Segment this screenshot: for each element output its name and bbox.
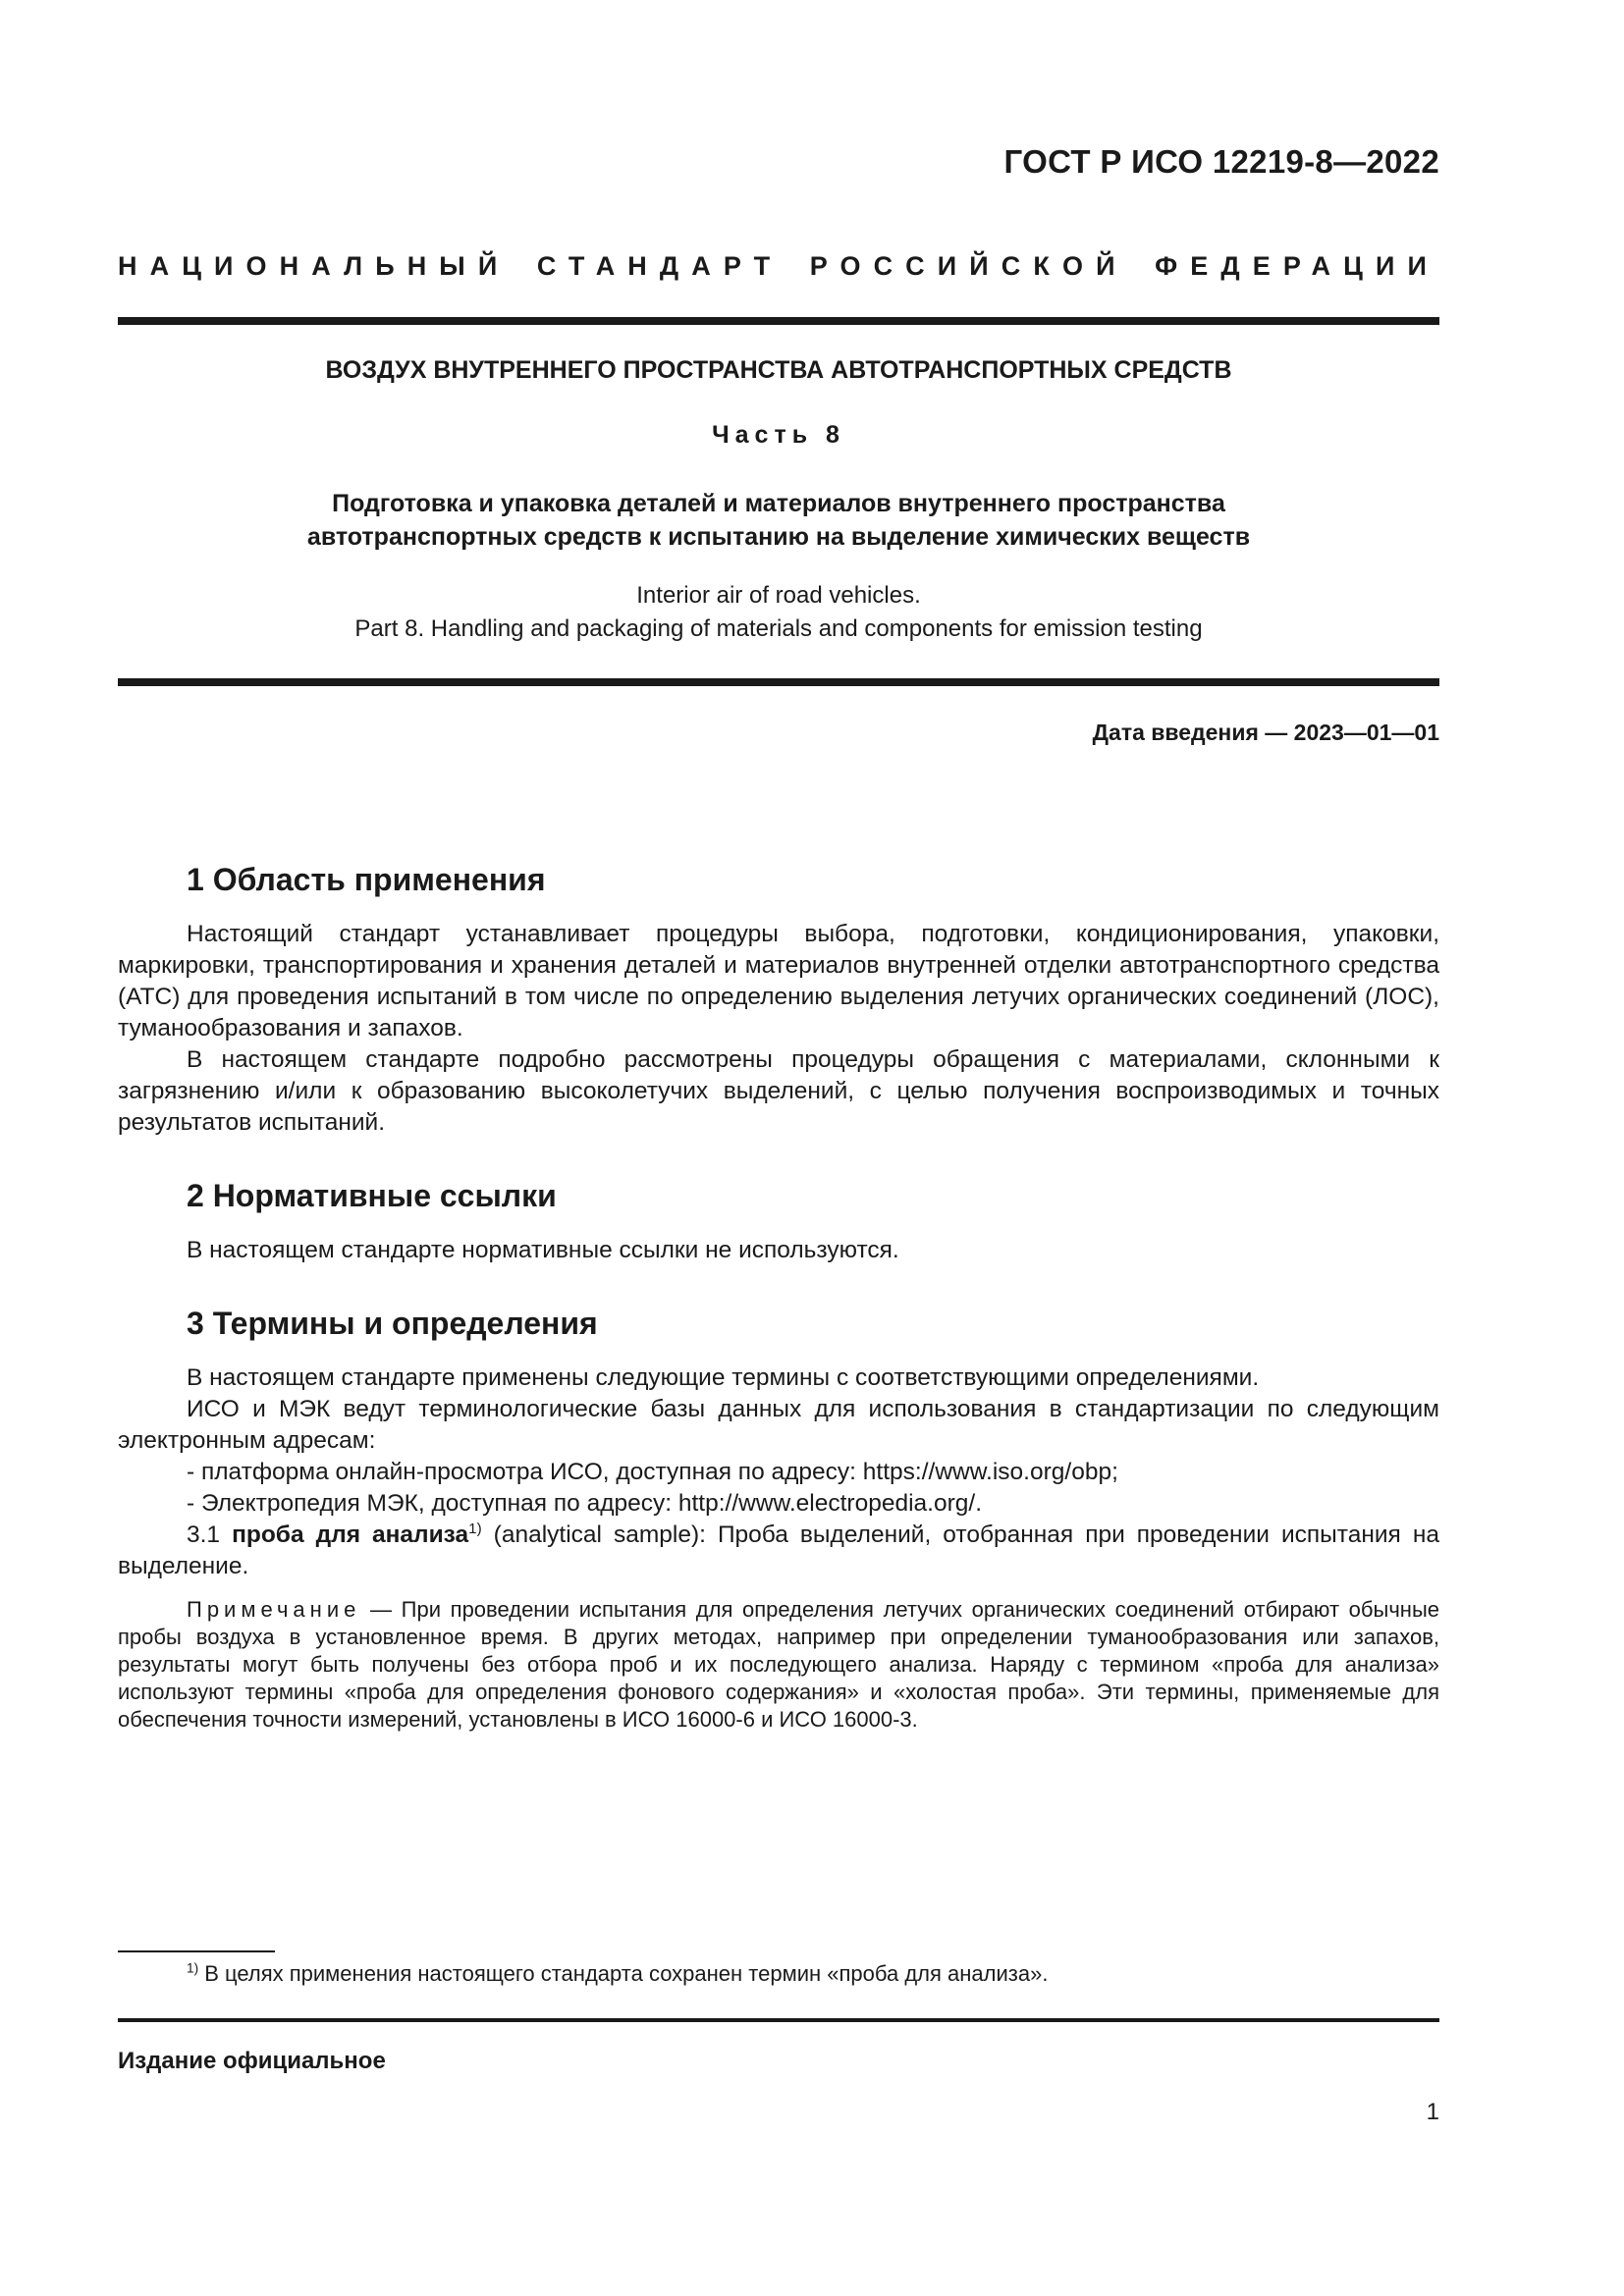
note-text: — При проведении испытания для определения летучих органических соединений отбирают обычные пробы воздуха в установленное время. В других методах, например при определении туманообразования или запахов, результаты могут быть получены без отбора проб и их последующего анализа. Наряду с термином «проба для анализа» используют термины «проба для определения фонового содержания» и «холостая проба». Эти термины, применяемые для обеспечения точности измерений, установлены в ИСО 16000-6 и ИСО 16000-3. <box>118 1597 1439 1732</box>
footnote-mark: 1) <box>187 1960 199 1976</box>
footnote <box>187 1959 1048 1989</box>
subtitle-line: Подготовка и упаковка деталей и материалов внутреннего пространства <box>332 490 1225 517</box>
introduction-date: Дата введения — 2023—01—01 <box>1092 720 1439 745</box>
footnote-separator <box>118 1950 275 1952</box>
header-rule <box>118 317 1439 325</box>
document-body <box>118 860 1439 1734</box>
paragraph: В настоящем стандарте подробно рассмотрены процедуры обращения с материалами, склонными к загрязнению и/или к образованию высоколетучих выделений, с целью получения воспроизводимых и точных результатов испытаний. <box>118 1046 1439 1136</box>
paragraph: В настоящем стандарте применены следующие термины с соответствующими определениями. <box>187 1364 1260 1391</box>
paragraph: ИСО и МЭК ведут терминологические базы данных для использования в стандартизации по следующим электронным адресам: <box>118 1396 1439 1454</box>
edition-label: Издание официальное <box>118 2048 386 2074</box>
document-subtitle <box>118 487 1439 554</box>
english-title-line: Part 8. Handling and packaging of materials and components for emission testing <box>354 615 1203 642</box>
page-number: 1 <box>1426 2099 1439 2125</box>
paragraph: В настоящем стандарте нормативные ссылки не используются. <box>187 1237 899 1263</box>
english-title-line: Interior air of road vehicles. <box>636 582 921 609</box>
document-number: ГОСТ Р ИСО 12219-8—2022 <box>1003 143 1439 180</box>
subtitle-line: автотранспортных средств к испытанию на выделение химических веществ <box>306 523 1251 551</box>
english-title <box>118 579 1439 646</box>
document-title: ВОЗДУХ ВНУТРЕННЕГО ПРОСТРАНСТВА АВТОТРАНСПОРТНЫХ СРЕДСТВ <box>325 356 1232 384</box>
term-number: 3.1 <box>187 1522 233 1548</box>
list-item: - Электропедия МЭК, доступная по адресу: http://www.electropedia.org/. <box>187 1490 982 1517</box>
footnote-reference: 1) <box>468 1520 482 1537</box>
section-heading-terms: 3 Термины и определения <box>187 1306 598 1341</box>
section-heading-normative-references: 2 Нормативные ссылки <box>187 1178 557 1213</box>
national-standard-banner: НАЦИОНАЛЬНЫЙ СТАНДАРТ РОССИЙСКОЙ ФЕДЕРАЦИИ <box>118 251 1439 281</box>
section-heading-scope: 1 Область применения <box>187 862 546 897</box>
note <box>118 1596 1439 1734</box>
term-definition-text: (analytical sample): Проба выделений, отобранная при проведении испытания на выделение. <box>118 1522 1439 1579</box>
footer-rule <box>118 2018 1439 2022</box>
document-part: Часть 8 <box>712 421 845 449</box>
term-definition <box>118 1520 1439 1582</box>
title-rule <box>118 678 1439 686</box>
term-name: проба для анализа <box>232 1522 469 1548</box>
list-item: - платформа онлайн-просмотра ИСО, доступная по адресу: https://www.iso.org/obp; <box>187 1459 1118 1485</box>
note-label: Примечание <box>187 1597 361 1622</box>
paragraph: Настоящий стандарт устанавливает процедуры выбора, подготовки, кондиционирования, упаковки, маркировки, транспортирования и хранения деталей и материалов внутренней отделки автотранспортного средства (АТС) для проведения испытаний в том числе по определению выделения летучих органических соединений (ЛОС), туманообразования и запахов. <box>118 921 1439 1041</box>
document-page <box>118 0 1439 2296</box>
footnote-text: В целях применения настоящего стандарта сохранен термин «проба для анализа». <box>198 1961 1049 1986</box>
